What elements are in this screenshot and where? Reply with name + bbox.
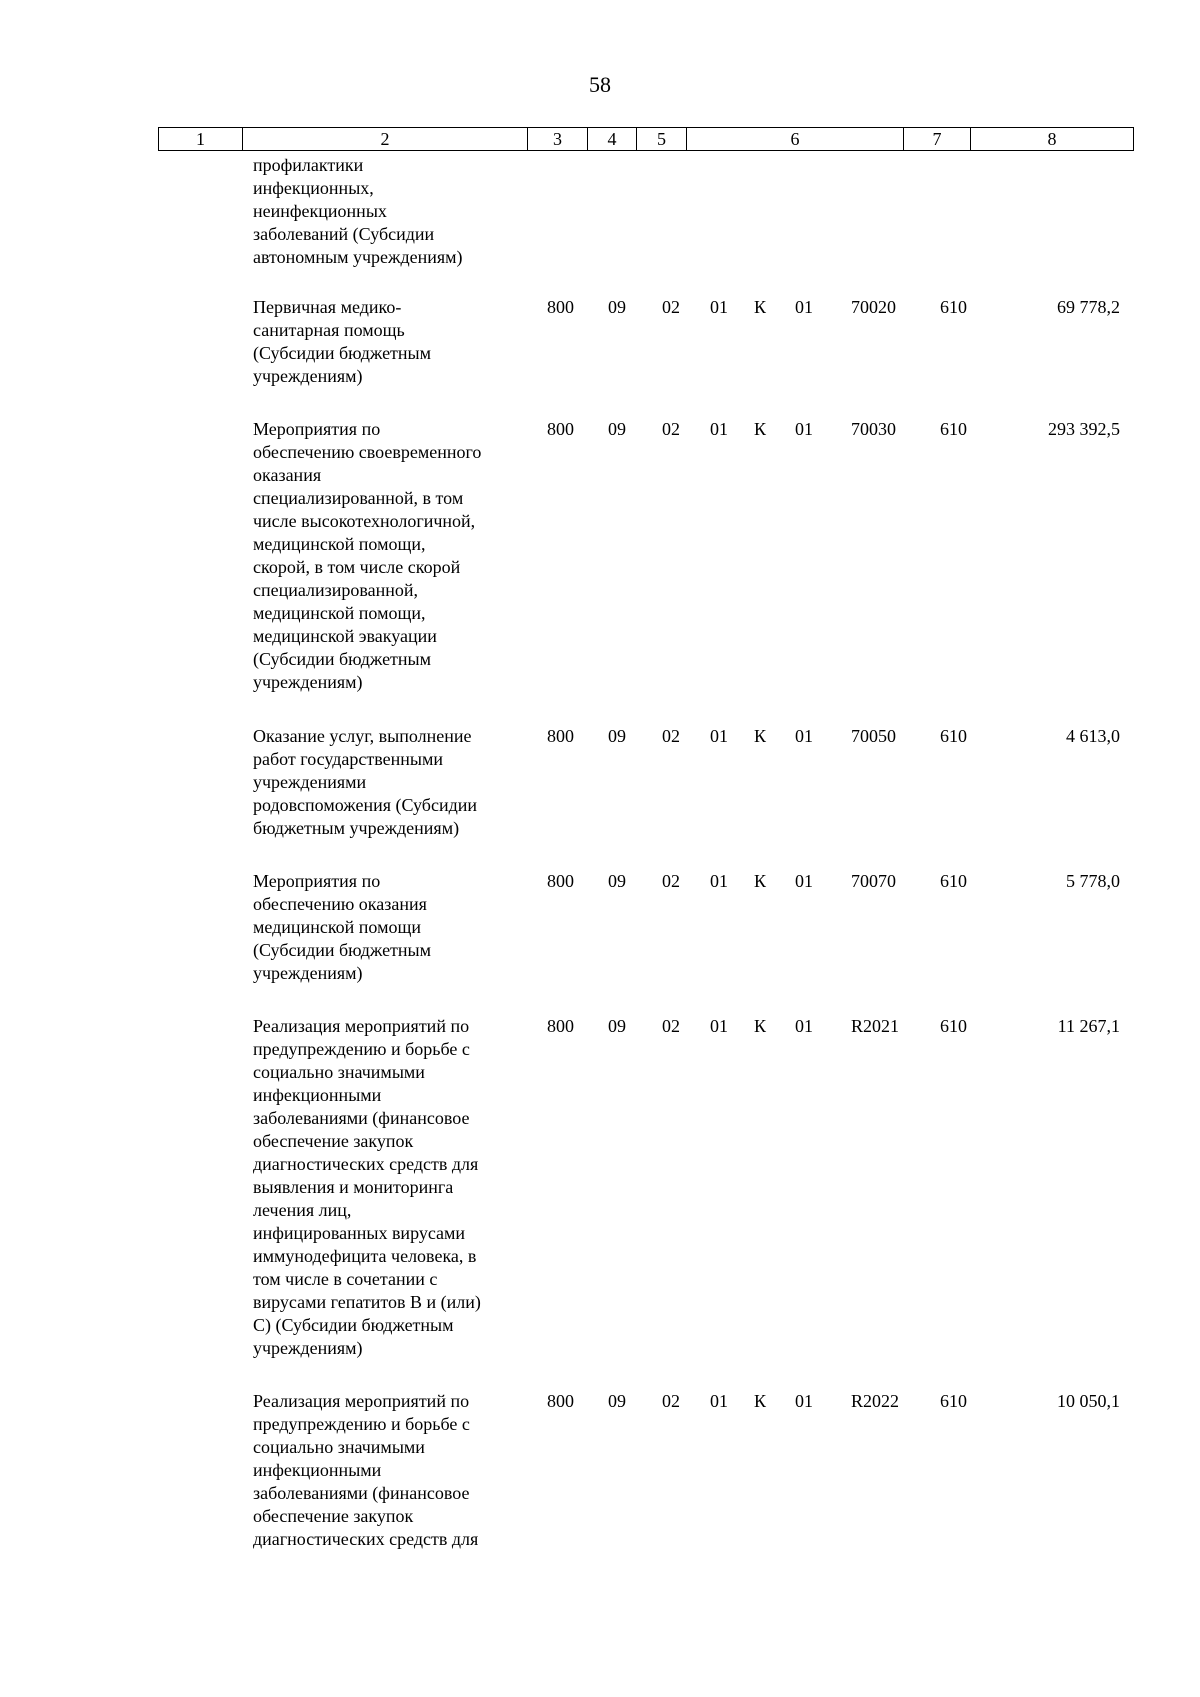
section-code: 09 [608, 419, 626, 439]
text-line: диагностических средств для [253, 1154, 479, 1174]
table-row [0, 296, 1200, 386]
text-line: автономным учреждениям) [253, 247, 463, 267]
text-line: социально значимыми [253, 1062, 425, 1082]
row-description [253, 296, 518, 388]
ministry-code: 800 [547, 297, 574, 317]
target-article-part-3: 01 [795, 726, 813, 746]
text-line: инфицированных вирусами [253, 1223, 466, 1243]
amount: 10 050,1 [1057, 1391, 1120, 1411]
text-line: том числе в сочетании с [253, 1269, 438, 1289]
text-line: обеспечению оказания [253, 894, 427, 914]
text-line: учреждениями [253, 772, 367, 792]
text-line: заболеваниями (финансовое [253, 1108, 470, 1128]
target-article-part-4: 70070 [851, 871, 896, 891]
section-code: 09 [608, 297, 626, 317]
text-line: (Субсидии бюджетным [253, 649, 432, 669]
table-row [0, 870, 1200, 983]
target-article-part-2: К [754, 1391, 767, 1411]
amount: 69 778,2 [1057, 297, 1120, 317]
expense-type-code: 610 [940, 1391, 967, 1411]
row-description [253, 1390, 518, 1551]
target-article-part-1: 01 [710, 871, 728, 891]
column-header-4: 4 [588, 128, 637, 151]
text-line: иммунодефицита человека, в [253, 1246, 477, 1266]
text-line: лечения лиц, [253, 1200, 352, 1220]
section-code: 09 [608, 726, 626, 746]
text-line: обеспечение закупок [253, 1506, 414, 1526]
target-article-part-1: 01 [710, 297, 728, 317]
column-header-row [159, 128, 1134, 151]
target-article-part-4: 70020 [851, 297, 896, 317]
target-article-part-3: 01 [795, 1016, 813, 1036]
ministry-code: 800 [547, 1016, 574, 1036]
row-description [253, 1015, 518, 1360]
text-line: инфекционными [253, 1085, 382, 1105]
text-line: заболеваниями (финансовое [253, 1483, 470, 1503]
expense-type-code: 610 [940, 1016, 967, 1036]
target-article-part-2: К [754, 297, 767, 317]
ministry-code: 800 [547, 871, 574, 891]
table-row [0, 1390, 1200, 1549]
column-header-6: 6 [687, 128, 904, 151]
text-line: медицинской помощи, [253, 603, 426, 623]
text-line: Мероприятия по [253, 871, 381, 891]
column-header-table [158, 127, 1134, 151]
text-line: специализированной, [253, 580, 419, 600]
text-line: выявления и мониторинга [253, 1177, 454, 1197]
table-row [0, 1015, 1200, 1358]
text-line: (Субсидии бюджетным [253, 940, 432, 960]
section-code: 09 [608, 871, 626, 891]
text-line: инфекционными [253, 1460, 382, 1480]
target-article-part-2: К [754, 726, 767, 746]
table-row [0, 418, 1200, 692]
subsection-code: 02 [662, 871, 680, 891]
section-code: 09 [608, 1016, 626, 1036]
ministry-code: 800 [547, 419, 574, 439]
continuation-text [253, 154, 518, 269]
target-article-part-1: 01 [710, 1391, 728, 1411]
subsection-code: 02 [662, 297, 680, 317]
column-header-8: 8 [971, 128, 1134, 151]
text-line: социально значимыми [253, 1437, 425, 1457]
target-article-part-4: 70030 [851, 419, 896, 439]
row-description [253, 870, 518, 985]
text-line: бюджетным учреждениям) [253, 818, 460, 838]
text-line: предупреждению и борьбе с [253, 1039, 470, 1059]
target-article-part-2: К [754, 871, 767, 891]
amount: 5 778,0 [1066, 871, 1120, 891]
text-line: предупреждению и борьбе с [253, 1414, 470, 1434]
expense-type-code: 610 [940, 297, 967, 317]
subsection-code: 02 [662, 726, 680, 746]
column-header-5: 5 [637, 128, 687, 151]
target-article-part-1: 01 [710, 419, 728, 439]
ministry-code: 800 [547, 1391, 574, 1411]
text-line: учреждениям) [253, 366, 363, 386]
target-article-part-4: R2021 [851, 1016, 900, 1036]
amount: 11 267,1 [1057, 1016, 1120, 1036]
column-header-2: 2 [243, 128, 528, 151]
text-line: медицинской эвакуации [253, 626, 437, 646]
text-line: диагностических средств для [253, 1529, 479, 1549]
text-line: оказания [253, 465, 322, 485]
ministry-code: 800 [547, 726, 574, 746]
target-article-part-1: 01 [710, 726, 728, 746]
target-article-part-2: К [754, 1016, 767, 1036]
text-line: числе высокотехнологичной, [253, 511, 476, 531]
text-line: заболеваний (Субсидии [253, 224, 435, 244]
amount: 293 392,5 [1048, 419, 1120, 439]
text-line: работ государственными [253, 749, 444, 769]
continuation-row [0, 154, 1200, 267]
column-header-7: 7 [904, 128, 971, 151]
row-description [253, 725, 518, 840]
target-article-part-4: R2022 [851, 1391, 900, 1411]
text-line: обеспечению своевременного [253, 442, 482, 462]
column-header-3: 3 [528, 128, 588, 151]
expense-type-code: 610 [940, 419, 967, 439]
text-line: обеспечение закупок [253, 1131, 414, 1151]
target-article-part-3: 01 [795, 297, 813, 317]
target-article-part-2: К [754, 419, 767, 439]
expense-type-code: 610 [940, 871, 967, 891]
text-line: профилактики [253, 155, 364, 175]
text-line: Первичная медико- [253, 297, 402, 317]
subsection-code: 02 [662, 1391, 680, 1411]
text-line: учреждениям) [253, 672, 363, 692]
row-description [253, 418, 518, 694]
target-article-part-3: 01 [795, 419, 813, 439]
text-line: неинфекционных [253, 201, 387, 221]
expense-type-code: 610 [940, 726, 967, 746]
text-line: скорой, в том числе скорой [253, 557, 461, 577]
text-line: специализированной, в том [253, 488, 464, 508]
table-row [0, 725, 1200, 838]
text-line: инфекционных, [253, 178, 374, 198]
text-line: родовспоможения (Субсидии [253, 795, 478, 815]
target-article-part-4: 70050 [851, 726, 896, 746]
text-line: Реализация мероприятий по [253, 1016, 470, 1036]
text-line: С) (Субсидии бюджетным [253, 1315, 454, 1335]
text-line: учреждениям) [253, 963, 363, 983]
text-line: Оказание услуг, выполнение [253, 726, 472, 746]
text-line: Реализация мероприятий по [253, 1391, 470, 1411]
target-article-part-1: 01 [710, 1016, 728, 1036]
text-line: учреждениям) [253, 1338, 363, 1358]
text-line: Мероприятия по [253, 419, 381, 439]
text-line: санитарная помощь [253, 320, 405, 340]
subsection-code: 02 [662, 1016, 680, 1036]
subsection-code: 02 [662, 419, 680, 439]
target-article-part-3: 01 [795, 871, 813, 891]
page-number: 58 [589, 72, 611, 97]
text-line: медицинской помощи, [253, 534, 426, 554]
amount: 4 613,0 [1066, 726, 1120, 746]
text-line: вирусами гепатитов В и (или) [253, 1292, 481, 1312]
section-code: 09 [608, 1391, 626, 1411]
target-article-part-3: 01 [795, 1391, 813, 1411]
text-line: медицинской помощи [253, 917, 421, 937]
column-header-1: 1 [159, 128, 243, 151]
text-line: (Субсидии бюджетным [253, 343, 432, 363]
